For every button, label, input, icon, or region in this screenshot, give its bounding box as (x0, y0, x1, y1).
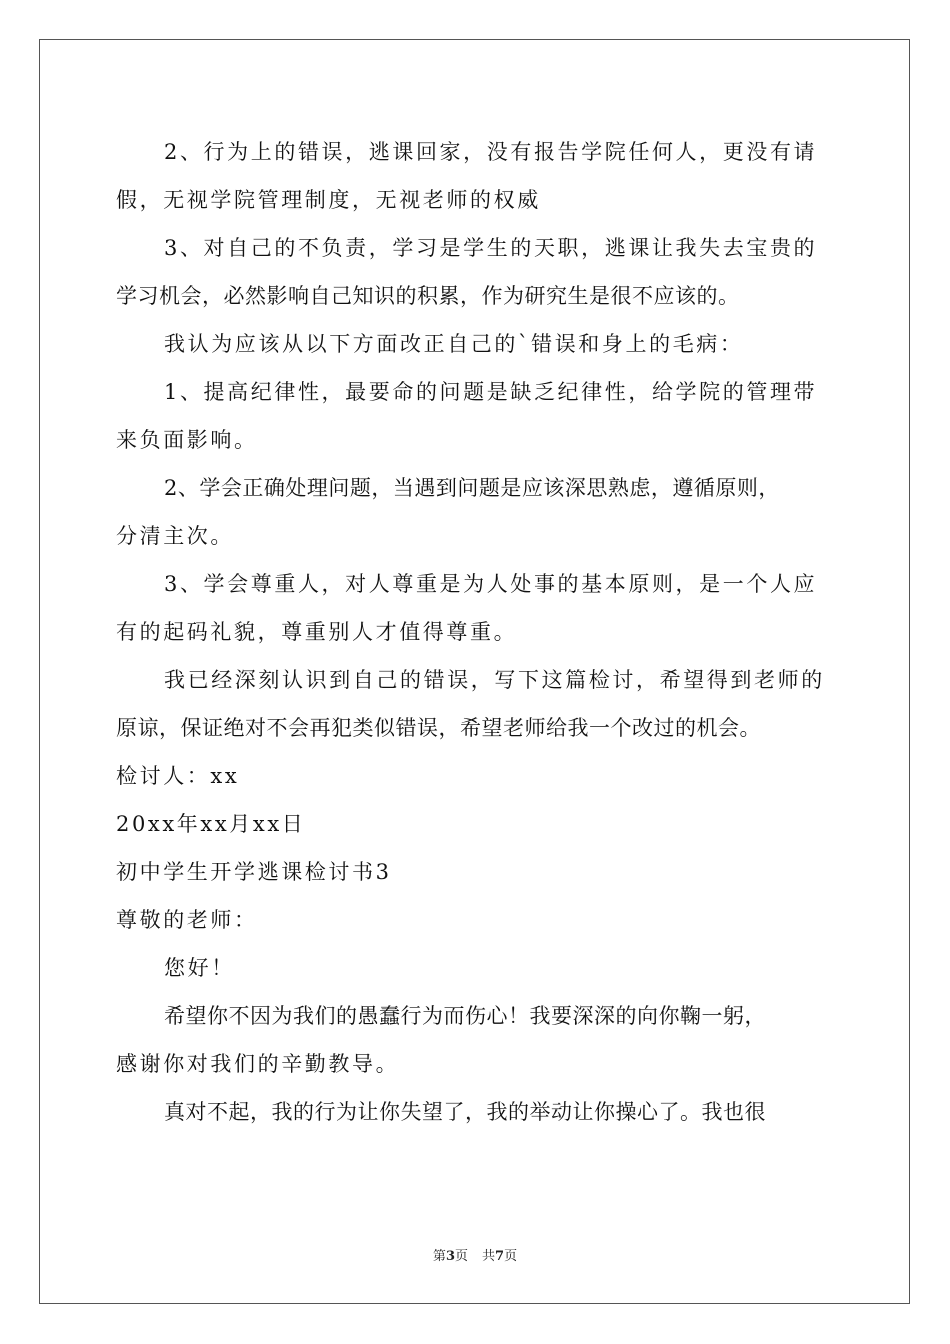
paragraph-line: 原谅，保证绝对不会再犯类似错误，希望老师给我一个改过的机会。 (116, 716, 761, 740)
paragraph-line: 2、学会正确处理问题，当遇到问题是应该深思熟虑，遵循原则， (164, 476, 780, 500)
paragraph-line: 学习机会，必然影响自己知识的积累，作为研究生是很不应该的。 (116, 284, 740, 308)
page-prefix: 第 (432, 1249, 446, 1264)
paragraph-line: 2、行为上的错误，逃课回家，没有报告学院任何人，更没有请 (164, 140, 818, 164)
total-prefix: 共 (482, 1249, 496, 1264)
paragraph-line: 有的起码礼貌，尊重别人才值得尊重。 (116, 620, 518, 644)
salutation: 尊敬的老师： (116, 908, 258, 932)
greeting: 您好！ (164, 956, 235, 980)
paragraph-line: 真对不起，我的行为让你失望了，我的举动让你操心了。我也很 (164, 1100, 766, 1124)
paragraph-line: 我认为应该从以下方面改正自己的`错误和身上的毛病： (164, 332, 744, 356)
paragraph-line: 3、学会尊重人，对人尊重是为人处事的基本原则，是一个人应 (164, 572, 818, 596)
paragraph-line: 分清主次。 (116, 524, 234, 548)
signer-line: 检讨人：xx (116, 764, 240, 788)
paragraph-line: 我已经深刻认识到自己的错误，写下这篇检讨，希望得到老师的 (164, 668, 825, 692)
page-suffix: 页 (454, 1249, 468, 1264)
paragraph-line: 感谢你对我们的辛勤教导。 (116, 1052, 400, 1076)
paragraph-line: 希望你不因为我们的愚蠢行为而伤心！我要深深的向你鞠一躬， (164, 1004, 766, 1028)
page-footer (0, 1247, 950, 1267)
paragraph-line: 3、对自己的不负责，学习是学生的天职，逃课让我失去宝贵的 (164, 236, 818, 260)
document-body (116, 128, 836, 1136)
paragraph-line: 假，无视学院管理制度，无视老师的权威 (116, 188, 541, 212)
total-pages: 7 (495, 1249, 505, 1264)
paragraph-line: 来负面影响。 (116, 428, 258, 452)
section-title: 初中学生开学逃课检讨书3 (116, 860, 392, 884)
paragraph-line: 1、提高纪律性，最要命的问题是缺乏纪律性，给学院的管理带 (164, 380, 818, 404)
total-suffix: 页 (504, 1249, 518, 1264)
date-line: 20xx年xx月xx日 (116, 812, 306, 836)
page-number: 3 (445, 1249, 455, 1264)
